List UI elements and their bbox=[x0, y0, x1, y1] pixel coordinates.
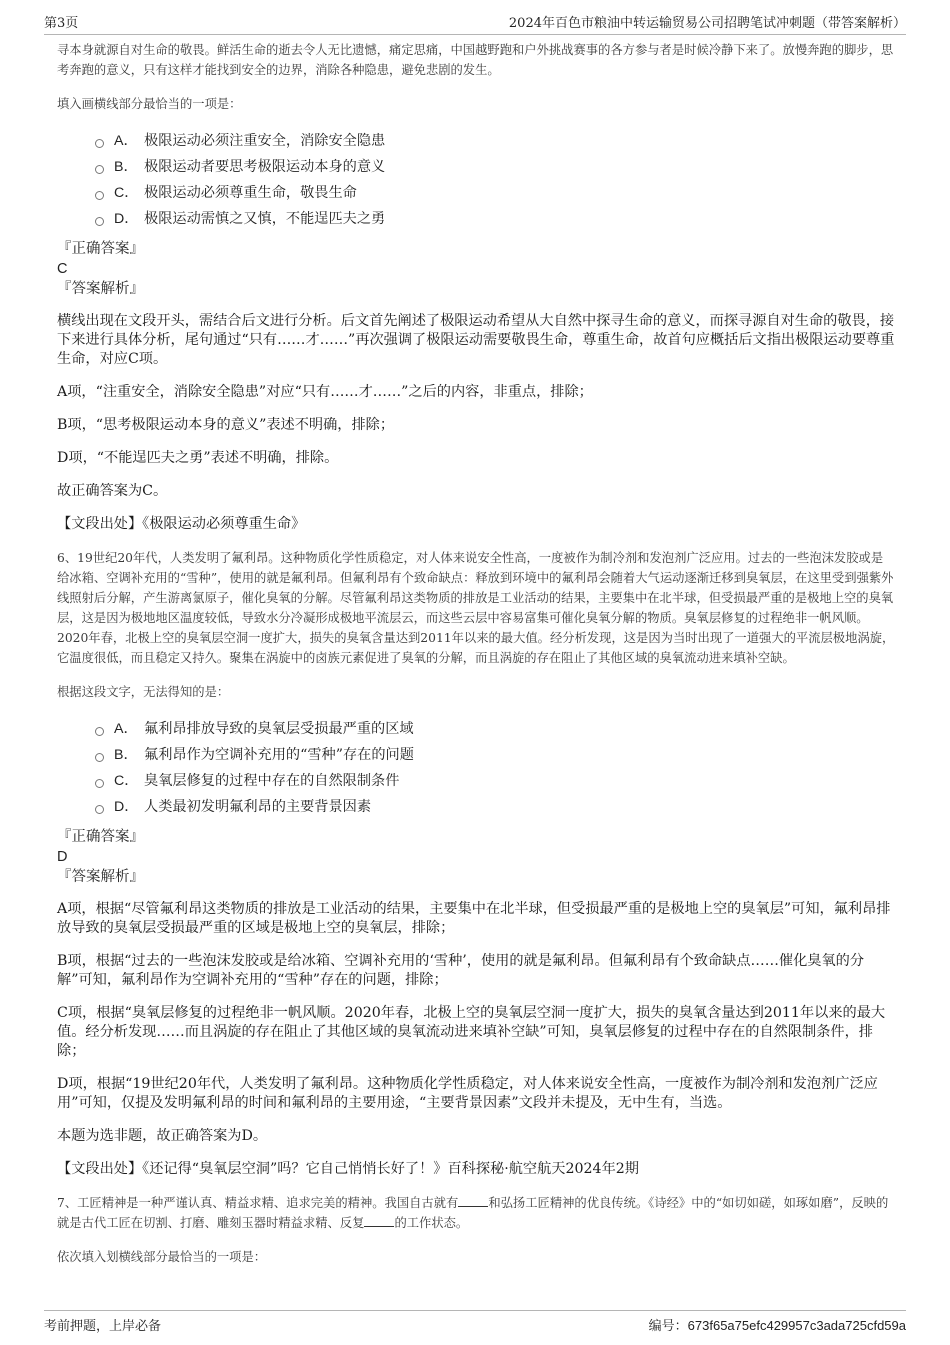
page-header bbox=[44, 12, 906, 35]
q6-option-a[interactable]: A． 氟利昂排放导致的臭氧层受损最严重的区域 bbox=[95, 716, 895, 742]
q5-analysis-d: D项，“不能逞匹夫之勇”表述不明确，排除。 bbox=[57, 450, 339, 466]
q5-analysis-label: 『答案解析』 bbox=[57, 281, 144, 297]
fill-blank-1 bbox=[458, 1194, 488, 1207]
q6-prompt: 根据这段文字，无法得知的是： bbox=[57, 685, 230, 699]
q6-analysis-c: C项，根据“臭氧层修复的过程绝非一帆风顺。2020年春，北极上空的臭氧层空洞一度扩大，损失的臭氧含量达到2011年以来的最大值。经分析发现……而且涡旋的存在阻止了其他区域的臭氧流动进来填补空缺”可知，臭氧层修复的过程中存在的自然限制条件，排除； bbox=[57, 1005, 886, 1059]
q7-passage: 7、工匠精神是一种严谨认真、精益求精、追求完美的精神。我国自古就有 和弘扬工匠精神的优良传统。《诗经》中的“如切如磋，如琢如磨”，反映的就是古代工匠在切割、打磨、雕刻玉器时精益求精、反复 的工作状态。 bbox=[57, 1196, 889, 1230]
footer-slogan: 考前押题，上岸必备 bbox=[44, 1319, 162, 1334]
q5-analysis-b: B项，“思考极限运动本身的意义”表述不明确，排除； bbox=[57, 417, 395, 433]
radio-icon[interactable] bbox=[95, 165, 104, 174]
page-number: 第3页 bbox=[44, 16, 79, 31]
q5-option-d[interactable]: D． 极限运动需慎之又慎，不能逞匹夫之勇 bbox=[95, 206, 895, 232]
q7-prompt: 依次填入划横线部分最恰当的一项是： bbox=[57, 1250, 267, 1264]
q6-analysis-d: D项，根据“19世纪20年代，人类发明了氟利昂。这种物质化学性质稳定，对人体来说安全性高，一度被作为制冷剂和发泡剂广泛应用”可知，仅提及发明氟利昂的时间和氟利昂的主要用途，“主要背景因素”文段并未提及，无中生有，当选。 bbox=[57, 1076, 878, 1111]
q6-option-d[interactable]: D． 人类最初发明氟利昂的主要背景因素 bbox=[95, 794, 895, 820]
radio-icon[interactable] bbox=[95, 217, 104, 226]
q6-analysis-b: B项，根据“过去的一些泡沫发胶或是给冰箱、空调补充用的‘雪种’，使用的就是氟利昂。但氟利昂有个致命缺点……催化臭氧的分解”可知，氟利昂作为空调补充用的“雪种”存在的问题，排除； bbox=[57, 953, 865, 988]
q5-analysis-a: A项，“注重安全，消除安全隐患”对应“只有……才……”之后的内容，非重点，排除； bbox=[57, 384, 593, 400]
q5-options bbox=[57, 128, 895, 232]
q6-answer: D bbox=[57, 849, 68, 865]
q6-option-c[interactable]: C． 臭氧层修复的过程中存在的自然限制条件 bbox=[95, 768, 895, 794]
q6-analysis-a: A项，根据“尽管氟利昂这类物质的排放是工业活动的结果，主要集中在北半球，但受损最严重的是极地上空的臭氧层”可知，氟利昂排放导致的臭氧层受损最严重的区域是极地上空的臭氧层，排除； bbox=[57, 901, 891, 936]
page-content bbox=[57, 40, 895, 1267]
q5-answer-label: 『正确答案』 bbox=[57, 241, 144, 257]
q6-options bbox=[57, 716, 895, 820]
radio-icon[interactable] bbox=[95, 805, 104, 814]
fill-blank-2 bbox=[364, 1214, 394, 1227]
q6-option-b[interactable]: B． 氟利昂作为空调补充用的“雪种”存在的问题 bbox=[95, 742, 895, 768]
radio-icon[interactable] bbox=[95, 753, 104, 762]
q5-prompt: 填入画横线部分最恰当的一项是： bbox=[57, 97, 242, 111]
q5-analysis-conclusion: 故正确答案为C。 bbox=[57, 483, 168, 499]
q6-analysis-conclusion: 本题为选非题，故正确答案为D。 bbox=[57, 1128, 268, 1144]
q5-analysis-main: 横线出现在文段开头，需结合后文进行分析。后文首先阐述了极限运动希望从大自然中探寻生命的意义，而探寻源自对生命的敬畏，接下来进行具体分析，尾句通过“只有……才……”再次强调了极限运动需要敬畏生命，尊重生命，故首句应概括后文指出极限运动要尊重生命，对应C项。 bbox=[57, 313, 895, 367]
radio-icon[interactable] bbox=[95, 727, 104, 736]
document-code: 编号：673f65a75efc429957c3ada725cfd59a bbox=[648, 1318, 906, 1334]
q6-source: 【文段出处】《还记得“臭氧层空洞”吗？它自己悄悄长好了！》百科探秘·航空航天2024年2期 bbox=[57, 1161, 639, 1177]
q5-source: 【文段出处】《极限运动必须尊重生命》 bbox=[57, 516, 306, 532]
radio-icon[interactable] bbox=[95, 779, 104, 788]
document-title: 2024年百色市粮油中转运输贸易公司招聘笔试冲刺题（带答案解析） bbox=[508, 16, 906, 31]
q5-option-c[interactable]: C． 极限运动必须尊重生命，敬畏生命 bbox=[95, 180, 895, 206]
q5-option-b[interactable]: B． 极限运动者要思考极限运动本身的意义 bbox=[95, 154, 895, 180]
q6-analysis-label: 『答案解析』 bbox=[57, 869, 144, 885]
page-footer bbox=[44, 1310, 906, 1337]
q6-passage: 6、19世纪20年代，人类发明了氟利昂。这种物质化学性质稳定，对人体来说安全性高，一度被作为制冷剂和发泡剂广泛应用。过去的一些泡沫发胶或是给冰箱、空调补充用的“雪种”，使用的就是氟利昂。但氟利昂有个致命缺点：释放到环境中的氟利昂会随着大气运动逐渐迁移到臭氧层，在这里受到强紫外线照射后分解，产生游离氯原子，催化臭氧的分解。尽管氟利昂这类物质的排放是工业活动的结果，主要集中在北半球，但受损最严重的是极地上空的臭氧层，这是因为极地地区温度较低，导致水分冷凝形成极地平流层云，而这些云层中容易富集可催化臭氧分解的物质。臭氧层修复的过程绝非一帆风顺。2020年春，北极上空的臭氧层空洞一度扩大，损失的臭氧含量达到2011年以来的最大值。经分析发现，这是因为当时出现了一道强大的平流层极地涡旋，它温度很低，而且稳定又持久。聚集在涡旋中的卤族元素促进了臭氧的分解，而且涡旋的存在阻止了其他区域的臭氧流动进来填补空缺。 bbox=[57, 551, 895, 665]
q6-answer-label: 『正确答案』 bbox=[57, 829, 144, 845]
q5-passage-tail: 寻本身就源自对生命的敬畏。鲜活生命的逝去令人无比遗憾，痛定思痛，中国越野跑和户外挑战赛事的各方参与者是时候冷静下来了。放慢奔跑的脚步，思考奔跑的意义，只有这样才能找到安全的边界，消除各种隐患，避免悲剧的发生。 bbox=[57, 43, 894, 77]
radio-icon[interactable] bbox=[95, 139, 104, 148]
q5-option-a[interactable]: A． 极限运动必须注重安全，消除安全隐患 bbox=[95, 128, 895, 154]
radio-icon[interactable] bbox=[95, 191, 104, 200]
q5-answer: C bbox=[57, 261, 68, 277]
